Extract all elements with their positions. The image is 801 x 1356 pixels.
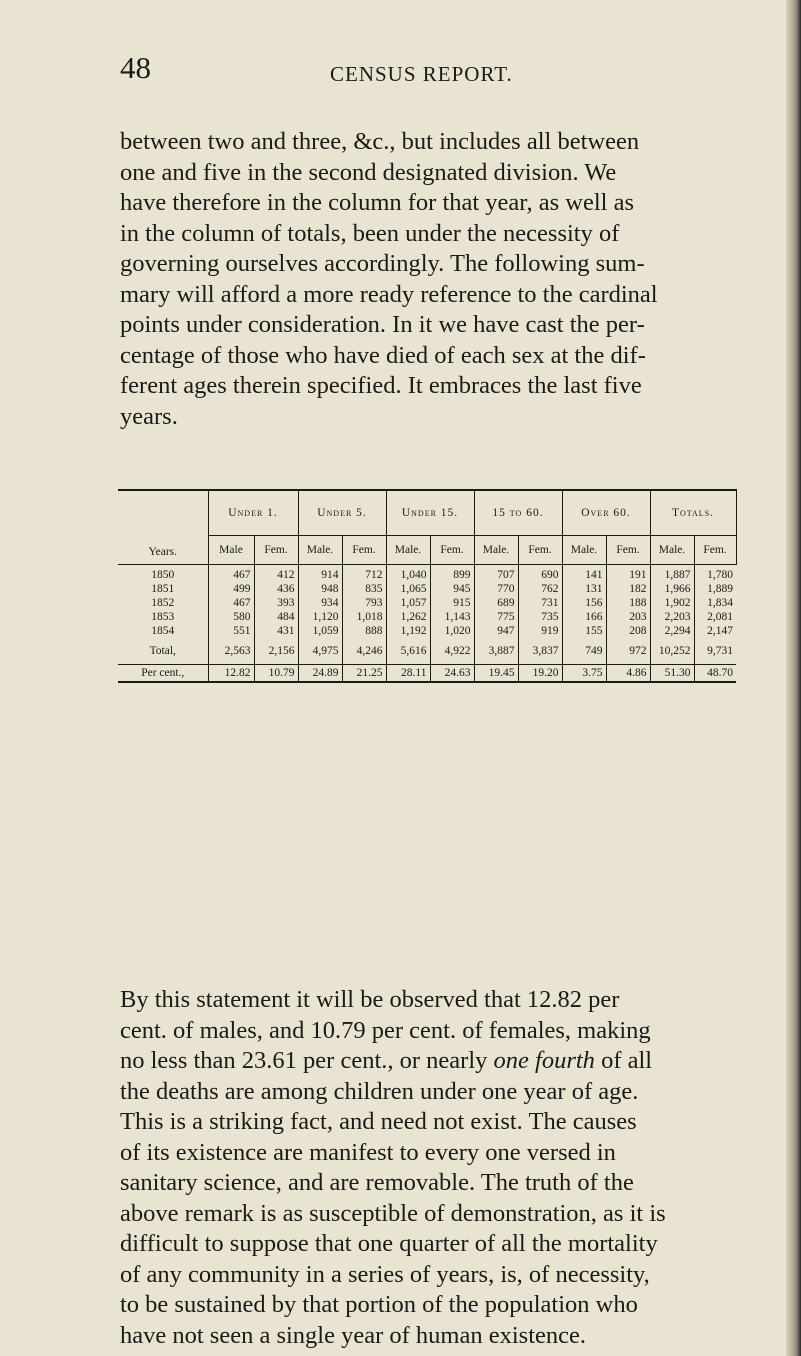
text-line: mary will afford a more ready reference to the cardinal [120, 280, 658, 308]
group-totals: Totals. [650, 490, 736, 536]
census-table [118, 489, 737, 683]
sub-header: Fem. [694, 536, 736, 565]
table-cell: 888 [342, 624, 386, 638]
table-cell: 762 [518, 582, 562, 596]
text-fragment: no less than 23.61 per cent., or nearly [120, 1047, 494, 1074]
group-header-row [118, 490, 736, 536]
table-cell: 2,081 [707, 611, 734, 623]
sub-header: Fem. [518, 536, 562, 565]
text-line: governing ourselves accordingly. The following sum- [120, 250, 645, 277]
paragraph-2 [120, 985, 740, 1351]
text-line: have therefore in the column for that year, as well as [120, 189, 634, 216]
text-line: ferent ages therein specified. It embraces the last five [120, 372, 642, 399]
text-line: By this statement it will be observed that 12.82 per [120, 986, 620, 1013]
table-cell: 915 [430, 596, 474, 610]
table-cell: 19.45 [474, 665, 518, 683]
table-cell: 188 [606, 596, 650, 610]
table-cell: 2,563 [208, 638, 254, 665]
text-line-with-italic [120, 1046, 740, 1077]
table-cell: 208 [606, 624, 650, 638]
table-cell: 21.25 [342, 665, 386, 683]
table-cell: 3,887 [474, 638, 518, 665]
italic-phrase: one fourth [493, 1047, 595, 1074]
table-cell: 3,837 [518, 638, 562, 665]
table-cell: 749 [562, 638, 606, 665]
text-line: centage of those who have died of each sex at the dif- [120, 341, 646, 369]
table-cell: 947 [474, 624, 518, 638]
table-cell: 4,975 [298, 638, 342, 665]
table-cell: 735 [518, 610, 562, 624]
table-row [118, 610, 736, 624]
table-cell: 899 [430, 565, 474, 583]
table-cell: 24.63 [430, 665, 474, 683]
sub-header: Male. [298, 536, 342, 565]
table-cell: 9,731 [694, 638, 736, 665]
table-cell: 10,252 [650, 638, 694, 665]
table-cell: 131 [562, 582, 606, 596]
table-cell: 19.20 [518, 665, 562, 683]
sub-header: Fem. [606, 536, 650, 565]
mortality-summary-table [118, 489, 736, 683]
group-15-to-60: 15 to 60. [474, 490, 562, 536]
table-cell: 499 [208, 582, 254, 596]
table-cell: 689 [474, 596, 518, 610]
table-cell: 5,616 [386, 638, 430, 665]
table-cell: 2,147 [707, 625, 734, 637]
table-row [118, 596, 736, 610]
row-label: 1850 [118, 565, 208, 583]
table-cell: 1,120 [298, 610, 342, 624]
sub-header: Male. [386, 536, 430, 565]
row-label: Total, [118, 638, 208, 665]
table-cell: 191 [606, 565, 650, 583]
sub-header: Fem. [254, 536, 298, 565]
table-cell: 1,020 [430, 624, 474, 638]
table-cell: 28.11 [386, 665, 430, 683]
table-cell: 1,057 [386, 596, 430, 610]
table-cell: 1,262 [386, 610, 430, 624]
sub-header: Fem. [430, 536, 474, 565]
group-under-5: Under 5. [298, 490, 386, 536]
table-cell: 1,192 [386, 624, 430, 638]
table-cell: 484 [254, 610, 298, 624]
table-cell: 4.86 [606, 665, 650, 683]
group-under-1: Under 1. [208, 490, 298, 536]
table-cell: 919 [518, 624, 562, 638]
text-line: have not seen a single year of human existence. [120, 1321, 587, 1349]
sub-header: Male. [650, 536, 694, 565]
table-cell: 156 [562, 596, 606, 610]
text-line: in the column of totals, been under the necessity of [120, 219, 620, 247]
table-cell: 3.75 [562, 665, 606, 683]
table-cell: 10.79 [254, 665, 298, 683]
table-cell: 12.82 [208, 665, 254, 683]
table-cell: 1,059 [298, 624, 342, 638]
table-row [118, 582, 736, 596]
table-cell: 793 [342, 596, 386, 610]
text-line: of its existence are manifest to every one versed in [120, 1138, 616, 1166]
total-row [118, 638, 736, 665]
table-cell: 155 [562, 624, 606, 638]
table-cell: 1,018 [342, 610, 386, 624]
table-cell: 770 [474, 582, 518, 596]
table-cell: 2,203 [650, 610, 694, 624]
table-cell: 2,156 [254, 638, 298, 665]
table-cell: 4,922 [430, 638, 474, 665]
table-cell: 24.89 [298, 665, 342, 683]
table-cell: 1,887 [650, 565, 694, 583]
table-row [118, 565, 736, 583]
paragraph-1 [120, 127, 740, 432]
text-fragment: of all [594, 1047, 653, 1074]
sub-header-row [118, 536, 736, 565]
text-line: difficult to suppose that one quarter of all the mortality [120, 1230, 658, 1257]
sub-header: Male. [562, 536, 606, 565]
row-label: 1851 [118, 582, 208, 596]
table-cell: 948 [298, 582, 342, 596]
text-line: years. [120, 402, 178, 430]
running-head: CENSUS REPORT. [330, 62, 513, 86]
sub-header: Male [208, 536, 254, 565]
text-line: points under consideration. In it we have cast the per- [120, 311, 645, 338]
text-line: between two and three, &c., but includes all between [120, 128, 640, 155]
table-cell: 914 [298, 565, 342, 583]
table-row [118, 624, 736, 638]
table-cell: 972 [606, 638, 650, 665]
text-line: one and five in the second designated division. We [120, 158, 617, 186]
years-header: Years. [118, 490, 208, 565]
table-cell: 182 [606, 582, 650, 596]
percent-row [118, 665, 736, 683]
page-edge [786, 0, 801, 1356]
row-label: Per cent., [118, 665, 208, 683]
table-cell: 934 [298, 596, 342, 610]
sub-header: Fem. [342, 536, 386, 565]
row-label: 1853 [118, 610, 208, 624]
text-line: of any community in a series of years, is, of necessity, [120, 1260, 650, 1288]
table-cell: 51.30 [650, 665, 694, 683]
table-cell: 835 [342, 582, 386, 596]
group-over-60: Over 60. [562, 490, 650, 536]
table-cell: 1,065 [386, 582, 430, 596]
text-line: above remark is as susceptible of demonstration, as it is [120, 1199, 666, 1227]
table-cell: 467 [208, 596, 254, 610]
table-cell: 1,834 [707, 597, 734, 609]
table-cell: 467 [208, 565, 254, 583]
sub-header: Male. [474, 536, 518, 565]
page-number: 48 [120, 50, 151, 85]
text-line: This is a striking fact, and need not exist. The causes [120, 1108, 637, 1135]
table-cell: 1,966 [650, 582, 694, 596]
table-cell: 690 [518, 565, 562, 583]
table-cell: 1,889 [707, 583, 734, 595]
table-cell: 707 [474, 565, 518, 583]
text-line: to be sustained by that portion of the population who [120, 1291, 638, 1318]
table-cell: 166 [562, 610, 606, 624]
table-cell: 1,780 [707, 569, 734, 581]
table-cell: 436 [254, 582, 298, 596]
table-cell: 412 [254, 565, 298, 583]
text-line: cent. of males, and 10.79 per cent. of females, making [120, 1016, 651, 1044]
table-cell: 551 [208, 624, 254, 638]
table-cell: 393 [254, 596, 298, 610]
table-cell: 1,040 [386, 565, 430, 583]
table-cell: 712 [342, 565, 386, 583]
table-cell: 1,902 [650, 596, 694, 610]
table-cell: 431 [254, 624, 298, 638]
table-cell: 775 [474, 610, 518, 624]
table-cell: 48.70 [694, 665, 736, 683]
text-line: sanitary science, and are removable. The truth of the [120, 1169, 634, 1196]
table-cell: 203 [606, 610, 650, 624]
row-label: 1852 [118, 596, 208, 610]
row-label: 1854 [118, 624, 208, 638]
table-cell: 4,246 [342, 638, 386, 665]
group-under-15: Under 15. [386, 490, 474, 536]
table-cell: 945 [430, 582, 474, 596]
text-line: the deaths are among children under one year of age. [120, 1077, 639, 1105]
table-cell: 731 [518, 596, 562, 610]
table-cell: 141 [562, 565, 606, 583]
table-cell: 580 [208, 610, 254, 624]
table-cell: 1,143 [430, 610, 474, 624]
table-cell: 2,294 [650, 624, 694, 638]
